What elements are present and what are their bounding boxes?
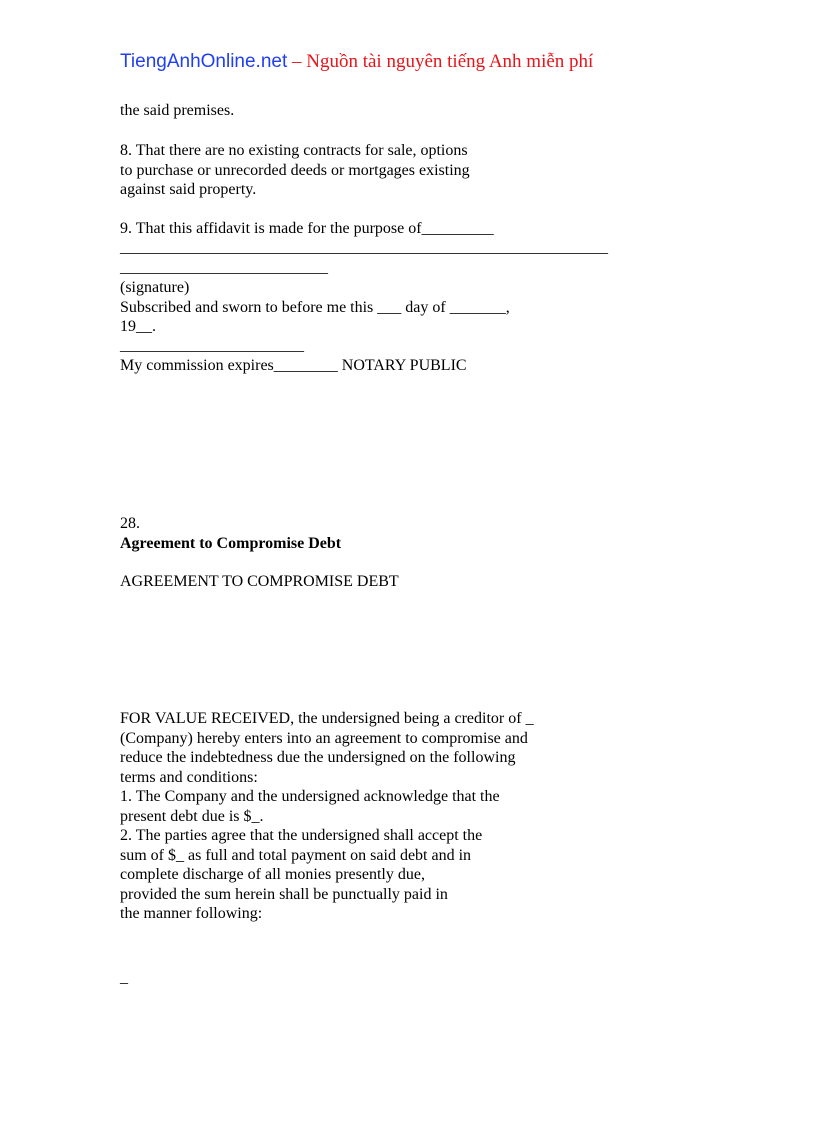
body-line-4: terms and conditions: (120, 768, 258, 786)
signature-label: (signature) (120, 279, 190, 296)
commission-line: My commission expires________ NOTARY PUBLIC (120, 357, 467, 374)
affidavit-item-8-line-3: against said property. (120, 181, 257, 198)
affidavit-item-8-line-1: 8. That there are no existing contracts for sale, options (120, 142, 468, 159)
notary-blank-line: _______________________ (120, 337, 304, 354)
body-line-6: present debt due is $_. (120, 807, 264, 825)
affidavit-item-8-line-2: to purchase or unrecorded deeds or mortgages existing (120, 161, 470, 179)
year-line: 19__. (120, 318, 156, 335)
body-line-2: (Company) hereby enters into an agreement to compromise and (120, 729, 528, 747)
body-line-5: 1. The Company and the undersigned acknowledge that the (120, 788, 500, 805)
header-separator: – (292, 51, 302, 72)
body-line-10: provided the sum herein shall be punctually paid in (120, 885, 448, 903)
affidavit-item-9: 9. That this affidavit is made for the purpose of_________ (120, 220, 494, 237)
form-number: 28. (120, 515, 140, 532)
form-title-caps: AGREEMENT TO COMPROMISE DEBT (120, 573, 399, 590)
body-line-8: sum of $_ as full and total payment on said debt and in (120, 846, 472, 864)
affidavit-continuation: the said premises. (120, 102, 235, 119)
site-tagline: Nguồn tài nguyên tiếng Anh miễn phí (306, 51, 594, 72)
body-line-1: FOR VALUE RECEIVED, the undersigned being a creditor of _ (120, 710, 534, 727)
body-line-3: reduce the indebtedness due the undersigned on the following (120, 749, 516, 766)
body-line-7: 2. The parties agree that the undersigned shall accept the (120, 827, 483, 844)
body-line-11: the manner following: (120, 905, 263, 922)
sworn-statement: Subscribed and sworn to before me this ___ day of _______, (120, 298, 510, 316)
trailing-blank: _ (120, 969, 128, 986)
purpose-blank-line: _____________________________________________________________ (120, 239, 608, 256)
signature-blank-line: __________________________ (120, 259, 328, 276)
page-header (120, 51, 593, 73)
site-name[interactable]: TiengAnhOnline.net (120, 51, 288, 72)
body-line-9: complete discharge of all monies presently due, (120, 866, 425, 883)
form-heading: Agreement to Compromise Debt (120, 534, 342, 552)
